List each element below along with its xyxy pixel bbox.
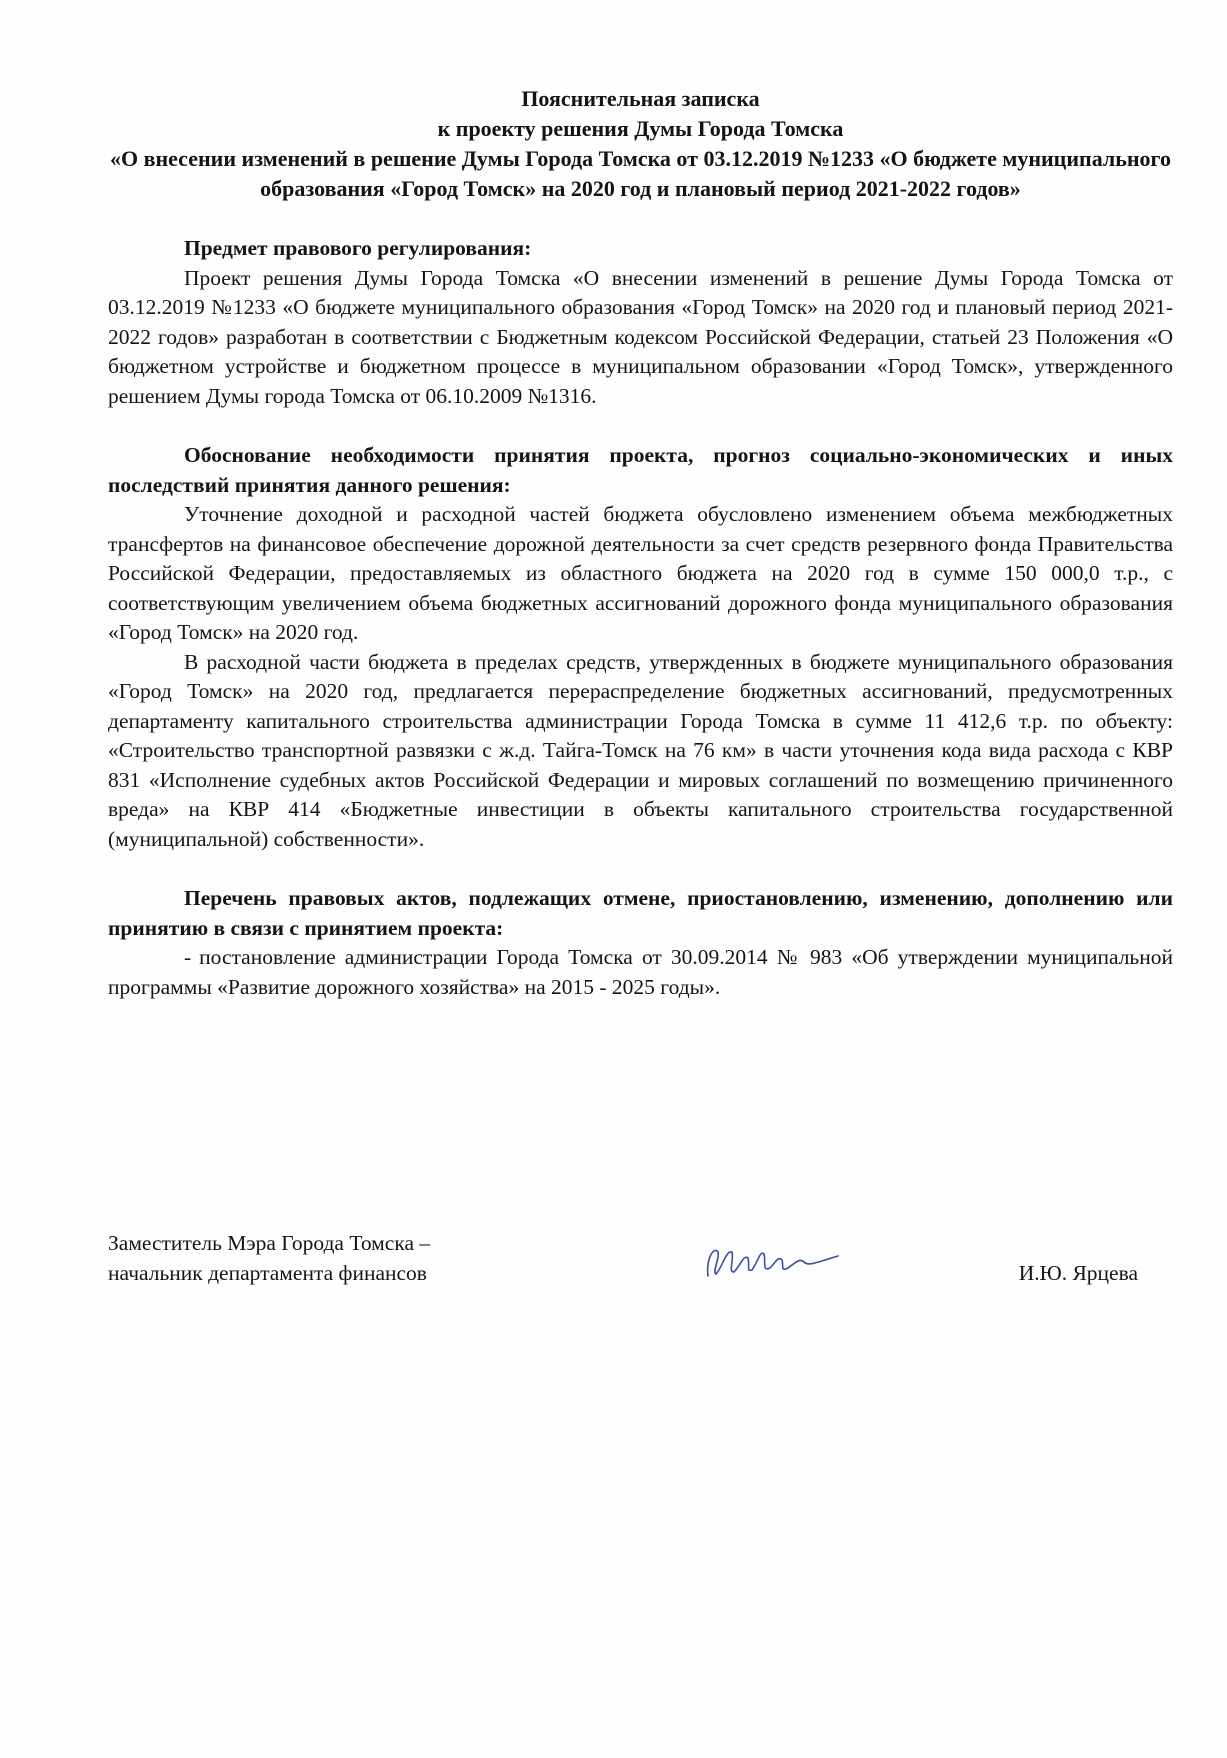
signatory-position — [108, 1228, 430, 1288]
section-legal-acts — [108, 884, 1173, 1002]
document-body — [108, 84, 1173, 1002]
signatory-name: И.Ю. Ярцева — [1018, 1261, 1138, 1285]
section-justification — [108, 441, 1173, 854]
document-title — [108, 84, 1173, 204]
title-line-3: «О внесении изменений в решение Думы Города Томска от 03.12.2019 №1233 «О бюджете муниципального образования «Город Томск» на 2020 год и плановый период 2021-2022 годов» — [109, 146, 1172, 201]
title-line-2: к проекту решения Думы Города Томска — [437, 116, 844, 141]
section-heading-justification: Обоснование необходимости принятия проекта, прогноз социально-экономических и иных последствий принятия данного решения: — [108, 443, 1173, 497]
section-subject — [108, 234, 1173, 411]
signature-block — [108, 1228, 1138, 1308]
title-line-1: Пояснительная записка — [521, 86, 760, 111]
section-heading-subject: Предмет правового регулирования: — [184, 236, 532, 260]
signatory-position-line-2: начальник департамента финансов — [108, 1261, 427, 1285]
paragraph-justification-1: Уточнение доходной и расходной частей бюджета обусловлено изменением объема межбюджетных трансфертов на финансовое обеспечение дорожной деятельности за счет средств резервного фонда Правительства Российской Федерации, предоставляемых из областного бюджета на 2020 год в сумме 150 000,0 т.р., с соответствующим увеличением объема бюджетных ассигнований дорожного фонда муниципального образования «Город Томск» на 2020 год. — [108, 502, 1173, 644]
handwritten-signature — [688, 1228, 858, 1288]
legal-act-text: постановление администрации Города Томска от 30.09.2014 № 983 «Об утверждении муниципальной программы «Развитие дорожного хозяйства» на 2015 - 2025 годы». — [108, 945, 1173, 999]
section-heading-legal-acts: Перечень правовых актов, подлежащих отмене, приостановлению, изменению, дополнению или принятию в связи с принятием проекта: — [108, 886, 1173, 940]
signatory-position-line-1: Заместитель Мэра Города Томска – — [108, 1231, 431, 1255]
legal-act-list-item — [108, 943, 1173, 1002]
list-marker: - — [184, 945, 192, 969]
paragraph-justification-2: В расходной части бюджета в пределах средств, утвержденных в бюджете муниципального образования «Город Томск» на 2020 год, предлагается перераспределение бюджетных ассигнований, предусмотренных департаменту капитального строительства администрации Города Томска в сумме 11 412,6 т.р. по объекту: «Строительство транспортной развязки с ж.д. Тайга-Томск на 76 км» в части уточнения кода вида расхода с КВР 831 «Исполнение судебных актов Российской Федерации и мировых соглашений по возмещению причиненного вреда» на КВР 414 «Бюджетные инвестиции в объекты капитального строительства государственной (муниципальной) собственности». — [108, 649, 1173, 851]
paragraph-subject: Проект решения Думы Города Томска «О внесении изменений в решение Думы Города Томска от 03.12.2019 №1233 «О бюджете муниципального образования «Город Томск» на 2020 год и плановый период 2021-2022 годов» разработан в соответствии с Бюджетным кодексом Российской Федерации, статьей 23 Положения «О бюджетном устройстве и бюджетном процессе в муниципальном образовании «Город Томск», утвержденного решением Думы города Томска от 06.10.2009 №1316. — [108, 265, 1173, 408]
